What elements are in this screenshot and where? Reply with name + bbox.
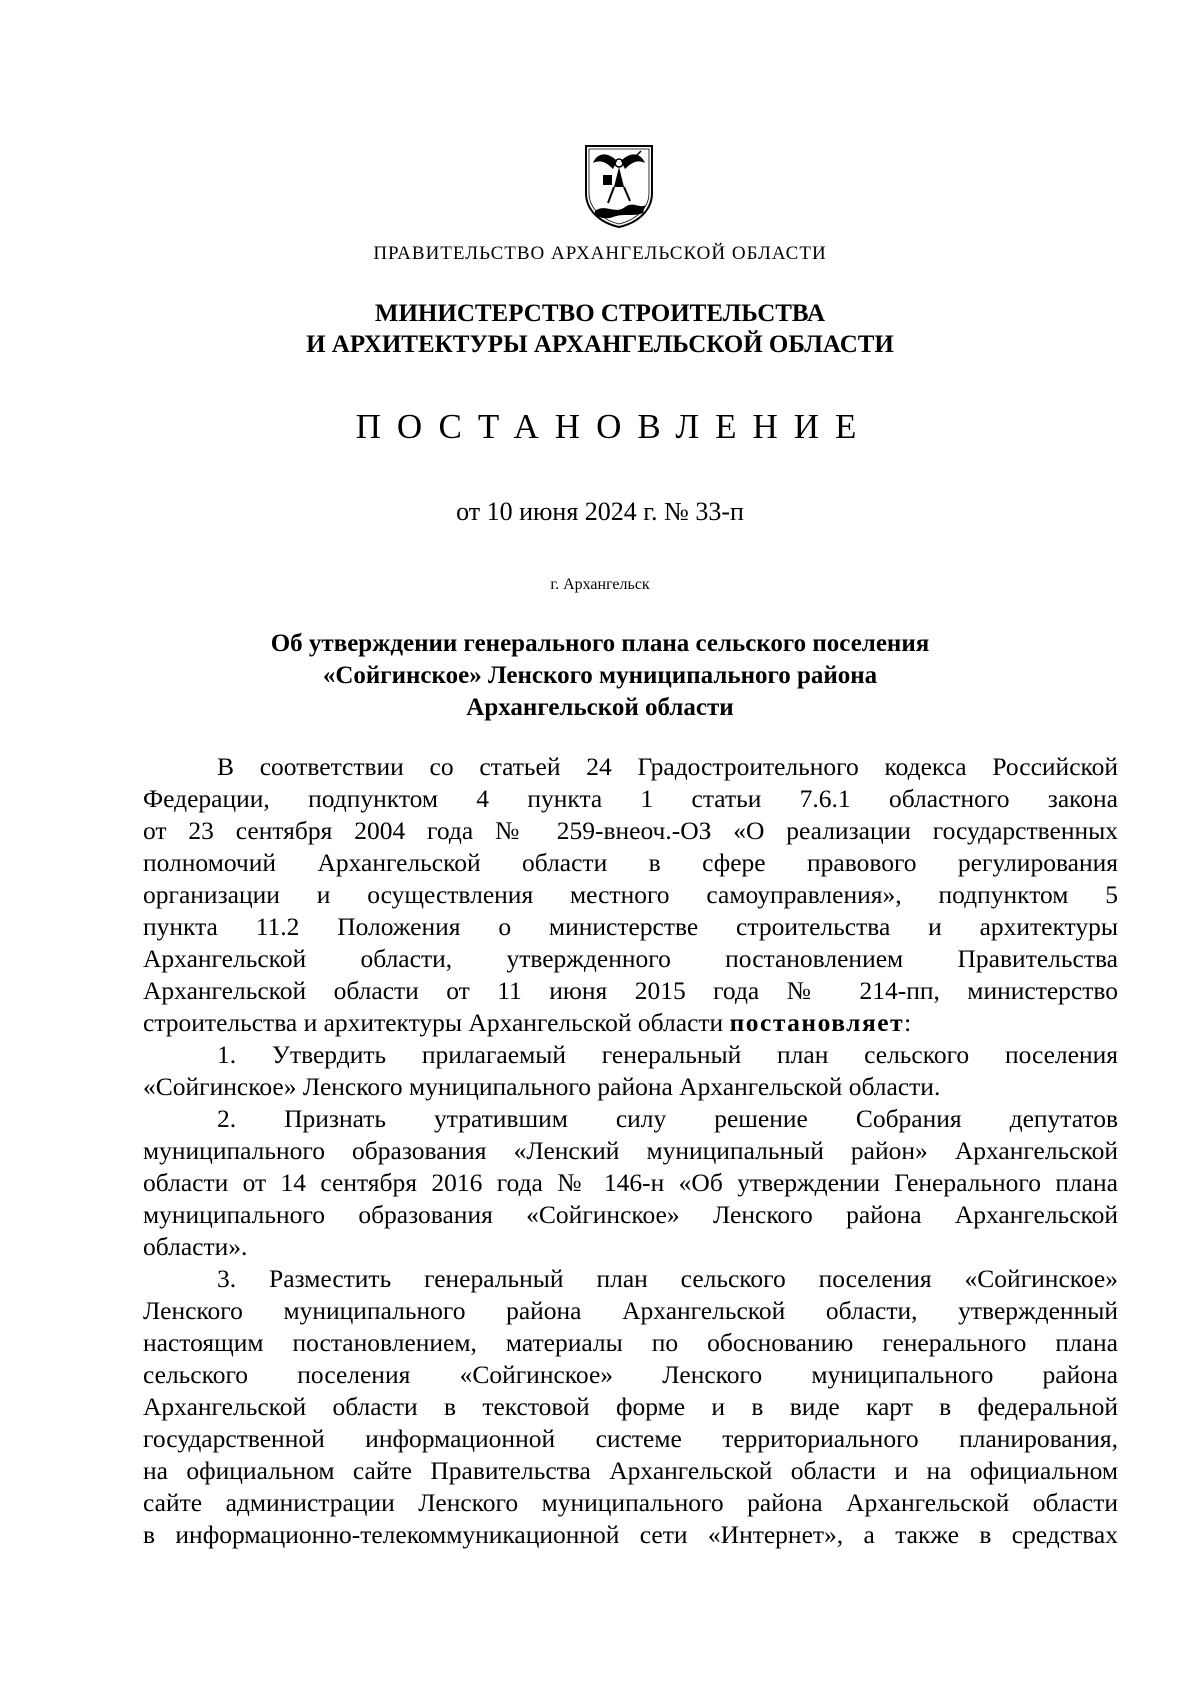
item-2-line: муниципального образования «Сойгинское» Ленского района Архангельской [143, 1200, 1118, 1229]
item-2-paragraph [143, 1103, 1118, 1263]
document-title-line-2: «Сойгинское» Ленского муниципального района [322, 662, 878, 689]
preamble-last-line-end: : [904, 1008, 912, 1037]
preamble-line: Архангельской области от 11 июня 2015 года № 214-пп, министерство [143, 976, 1118, 1005]
item-2-line: 2. Признать утратившим силу решение Собрания депутатов [217, 1104, 1118, 1133]
preamble-last-line-text: строительства и архитектуры Архангельской области [143, 1008, 730, 1037]
document-type: ПОСТАНОВЛЕНИЕ [355, 407, 873, 446]
government-name: ПРАВИТЕЛЬСТВО АРХАНГЕЛЬСКОЙ ОБЛАСТИ [373, 243, 827, 264]
item-2-line: области от 14 сентября 2016 года № 146-н «Об утверждении Генерального плана [143, 1168, 1118, 1197]
ministry-name [0, 298, 1200, 360]
document-title-line-1: Об утверждении генерального плана сельского поселения [270, 630, 930, 657]
resolution-keyword: постановляет [729, 1008, 905, 1037]
item-3-line: сайте администрации Ленского муниципального района Архангельской области [143, 1488, 1118, 1517]
preamble-line: от 23 сентября 2004 года № 259-внеоч.-ОЗ «О реализации государственных [143, 816, 1118, 845]
document-date-number: от 10 июня 2024 г. № 33-п [456, 497, 744, 526]
preamble-line: Архангельской области, утвержденного постановлением Правительства [143, 944, 1118, 973]
item-1-paragraph [143, 1039, 1118, 1103]
ministry-name-line-1: МИНИСТЕРСТВО СТРОИТЕЛЬСТВА [374, 300, 826, 327]
item-3-paragraph [143, 1263, 1118, 1551]
item-1-line: «Сойгинское» Ленского муниципального района Архангельской области. [143, 1072, 941, 1101]
preamble-line: организации и осуществления местного самоуправления», подпунктом 5 [143, 880, 1118, 909]
preamble-line: В соответствии со статьей 24 Градостроительного кодекса Российской [217, 752, 1118, 781]
preamble-line: полномочий Архангельской области в сфере правового регулирования [143, 848, 1118, 877]
item-2-line: области». [143, 1232, 248, 1261]
document-body [143, 751, 1118, 1551]
document-title-line-3: Архангельской области [466, 694, 734, 721]
item-3-line: Ленского муниципального района Архангельской области, утвержденный [143, 1296, 1118, 1325]
item-3-line: государственной информационной системе территориального планирования, [143, 1424, 1118, 1453]
preamble-paragraph [143, 751, 1118, 1039]
preamble-line: пункта 11.2 Положения о министерстве строительства и архитектуры [143, 912, 1118, 941]
document-city: г. Архангельск [550, 576, 650, 593]
coat-of-arms-icon [583, 143, 655, 229]
item-1-line: 1. Утвердить прилагаемый генеральный план сельского поселения [217, 1040, 1118, 1069]
item-3-line: Архангельской области в текстовой форме и в виде карт в федеральной [143, 1392, 1118, 1421]
preamble-line: Федерации, подпунктом 4 пункта 1 статьи 7.6.1 областного закона [143, 784, 1118, 813]
item-3-line: на официальном сайте Правительства Архангельской области и на официальном [143, 1456, 1118, 1485]
item-3-line: настоящим постановлением, материалы по обоснованию генерального плана [143, 1328, 1118, 1357]
preamble-line [143, 1007, 1118, 1039]
item-3-line: 3. Разместить генеральный план сельского поселения «Сойгинское» [217, 1264, 1118, 1293]
ministry-name-line-2: И АРХИТЕКТУРЫ АРХАНГЕЛЬСКОЙ ОБЛАСТИ [306, 331, 894, 358]
item-3-line: сельского поселения «Сойгинское» Ленского муниципального района [143, 1360, 1118, 1389]
document-title [0, 628, 1200, 724]
item-3-line: в информационно-телекоммуникационной сети «Интернет», а также в средствах [143, 1520, 1118, 1549]
item-2-line: муниципального образования «Ленский муниципальный район» Архангельской [143, 1136, 1118, 1165]
